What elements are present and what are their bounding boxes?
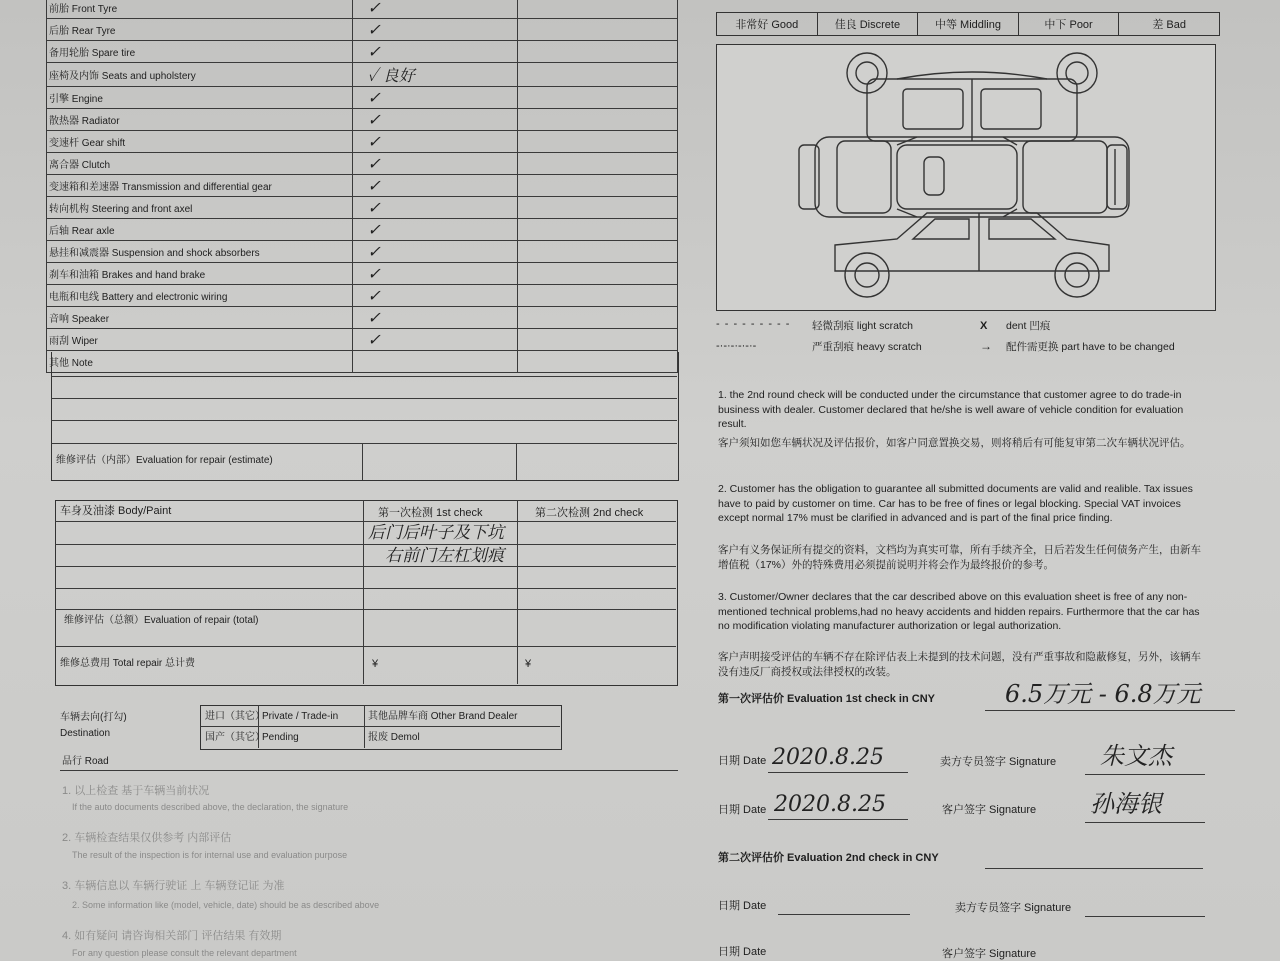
first-check-cell[interactable]: ✓ [353, 263, 518, 285]
heavy-scratch-line-icon: -·-·-·-·-·- [716, 340, 757, 352]
date2-value[interactable]: 2020.8.25 [774, 792, 886, 817]
destination-label-en: Destination [60, 728, 111, 739]
second-check-header: 第二次检测 2nd check [535, 507, 644, 519]
first-check-cell[interactable]: ✓ [353, 329, 518, 351]
repair-total-eval-label: 维修评估（总额）Evaluation of repair (total) [64, 615, 259, 626]
inspection-row [47, 87, 678, 109]
inspection-item-label: 散热器 Radiator [47, 109, 353, 131]
first-check-cell[interactable]: ✓ [353, 153, 518, 175]
sig-customer-value[interactable]: 孙海银 [1090, 790, 1162, 818]
inspection-item-label: 雨刮 Wiper [47, 329, 353, 351]
inspection-item-label: 座椅及内饰 Seats and upholstery [47, 63, 353, 87]
dent-mark-icon: X [980, 320, 988, 332]
car-outline-icon [717, 45, 1215, 310]
term-1: 1. the 2nd round check will be conducted under the circumstance that customer agree to do trade-in business with dealer. Customer declared that he/she is well aware of vehicle condition for evaluation result. [718, 389, 1184, 430]
inspection-row [47, 197, 678, 219]
second-check-cell[interactable] [517, 175, 677, 197]
second-check-cell[interactable] [517, 241, 677, 263]
dest-domestic: 国产（其它） [205, 732, 265, 743]
grade-bad[interactable]: 差 Bad [1152, 19, 1186, 31]
first-check-cell[interactable]: ✓ [353, 219, 518, 241]
date4-label: 日期 Date [718, 946, 767, 958]
eval2-label: 第二次评估价 Evaluation 2nd check in CNY [718, 852, 939, 864]
total-repair-value-1: ¥ [372, 658, 379, 670]
inspection-row [47, 307, 678, 329]
date3-field[interactable] [778, 914, 910, 915]
first-check-cell[interactable]: ✓ [353, 307, 518, 329]
inspection-row [47, 153, 678, 175]
term-1-cn: 客户须知如您车辆状况及评估报价，如客户同意置换交易，则将稍后有可能复审第二次车辆状况评估。 [718, 437, 1191, 449]
inspection-item-label: 变速箱和差速器 Transmission and differential gear [47, 175, 353, 197]
inspection-row [47, 63, 678, 87]
first-check-cell[interactable]: ✓ [353, 109, 518, 131]
inspection-row [47, 109, 678, 131]
first-check-cell[interactable]: ✓ 良好 [353, 63, 518, 87]
inspection-item-label: 后胎 Rear Tyre [47, 19, 353, 41]
inspection-item-label: 后轴 Rear axle [47, 219, 353, 241]
eval1-label: 第一次评估价 Evaluation 1st check in CNY [718, 693, 935, 705]
sig-customer2-label: 客户签字 Signature [942, 948, 1037, 960]
inspection-row [47, 19, 678, 41]
second-check-cell[interactable] [517, 197, 677, 219]
dest-import: 进口（其它） [205, 711, 265, 722]
first-check-cell[interactable]: ✓ [353, 241, 518, 263]
inspection-item-label: 其他 Note [47, 351, 353, 373]
term-2-cn: 客户有义务保证所有提交的资料，文档均为真实可靠，所有手续齐全，日后若发生任何债务产生，由新车增值税（17%）外的特殊费用必须提前说明并将会作为最终报价的参考。 [718, 544, 1201, 571]
total-repair-label: 维修总费用 Total repair 总计费 [60, 658, 196, 669]
grade-poor[interactable]: 中下 Poor [1019, 13, 1120, 35]
inspection-row [47, 41, 678, 63]
eval2-field[interactable] [985, 868, 1203, 869]
date1-value[interactable]: 2020.8.25 [772, 745, 884, 770]
destination-label-cn: 车辆去向(打勾) [60, 712, 127, 723]
inspection-row [47, 175, 678, 197]
inspection-item-label: 悬挂和减震器 Suspension and shock absorbers [47, 241, 353, 263]
inspection-item-label: 变速杆 Gear shift [47, 131, 353, 153]
road-label: 品行 Road [62, 756, 109, 767]
car-damage-diagram [716, 44, 1216, 311]
body-note-line2: 右前门左杠划痕 [385, 546, 504, 566]
term-3-cn: 客户声明接受评估的车辆不存在除评估表上未提到的技术问题，没有严重事故和隐蔽修复，另外，该辆车没有违反厂商授权或法律授权的改装。 [718, 651, 1201, 678]
dest-other-brand: 其他品牌车商 Other Brand Dealer [368, 711, 518, 722]
repair-eval-label: 维修评估（内部）Evaluation for repair (estimate) [56, 455, 273, 466]
first-check-cell[interactable]: ✓ [353, 87, 518, 109]
inspection-table [46, 0, 678, 373]
first-check-cell[interactable]: ✓ [353, 175, 518, 197]
body-paint-header: 车身及油漆 Body/Paint [60, 505, 172, 517]
inspection-item-label: 离合器 Clutch [47, 153, 353, 175]
second-check-cell[interactable] [517, 63, 677, 87]
second-check-cell[interactable] [517, 0, 677, 19]
sig-dealer-value[interactable]: 朱文杰 [1100, 742, 1172, 770]
first-check-cell[interactable]: ✓ [353, 19, 518, 41]
legend-light-scratch: 轻微刮痕 light scratch [812, 320, 913, 332]
eval1-value[interactable]: 6.5万元 - 6.8万元 [1005, 680, 1201, 708]
inspection-item-label: 备用轮胎 Spare tire [47, 41, 353, 63]
second-check-cell[interactable] [517, 131, 677, 153]
second-check-cell[interactable] [517, 307, 677, 329]
grade-good[interactable]: 非常好 Good [717, 13, 818, 35]
dest-pending: Pending [262, 732, 299, 743]
condition-grade-row [716, 12, 1220, 36]
legend-part-change: 配件需更换 part have to be changed [1006, 341, 1175, 353]
total-repair-value-2: ¥ [525, 658, 532, 670]
inspection-item-label: 前胎 Front Tyre [47, 0, 353, 19]
inspection-item-label: 引擎 Engine [47, 87, 353, 109]
second-check-cell[interactable] [517, 285, 677, 307]
second-check-cell[interactable] [517, 219, 677, 241]
body-note-line1: 后门后叶子及下坑 [368, 523, 504, 543]
sig-dealer-label: 卖方专员签字 Signature [940, 756, 1057, 768]
inspection-row [47, 263, 678, 285]
light-scratch-line-icon: - - - - - - - - - [716, 318, 791, 330]
inspection-row [47, 329, 678, 351]
arrow-right-icon: → [980, 339, 992, 353]
second-check-cell[interactable] [517, 19, 677, 41]
legend-dent: dent 凹痕 [1006, 320, 1051, 332]
inspection-item-label: 刹车和油箱 Brakes and hand brake [47, 263, 353, 285]
inspection-row [47, 219, 678, 241]
first-check-header: 第一次检测 1st check [378, 507, 483, 519]
sig-dealer2-field[interactable] [1085, 916, 1205, 917]
second-check-cell[interactable] [517, 109, 677, 131]
inspection-row [47, 285, 678, 307]
inspection-item-label: 转向机构 Steering and front axel [47, 197, 353, 219]
first-check-cell[interactable]: ✓ [353, 131, 518, 153]
second-check-cell[interactable] [517, 41, 677, 63]
second-check-cell[interactable] [517, 329, 677, 351]
dest-private: Private / Trade-in [262, 711, 339, 722]
second-check-cell[interactable] [517, 263, 677, 285]
grade-middling[interactable]: 中等 Middling [918, 13, 1019, 35]
first-check-cell[interactable]: ✓ [353, 0, 518, 19]
inspection-sheet: 前胎 Front Tyre ✓ 后胎 Rear Tyre ✓ 备用轮胎 Spare tire ✓ 座椅及内饰 Seats and upholstery ✓ 良好 引擎 Engine ✓ 散热器 Radiator ✓ 变速杆 Gear shift ✓ 离合器 Clutch ✓ 变速箱和差速器 Transmission and differential gear ✓ 转向机构 Steering and front axel ✓ 后轴 Rear axle ✓ 悬挂和减震器 Suspension and shock absorbers ✓ 刹车和油箱 Brakes and hand brake ✓ 电瓶和电线 Battery and electronic wiring ✓ 音响 Speaker ✓ 雨刮 Wiper ✓ 其他 Note 维修评估（内部）Evaluation for repair (estimate) 车身及油漆 Body/Paint 第一次检测 1st check 第二次检测 2nd check 后门后叶子及下坑 右前门左杠划痕 维修评估（总额）Evaluation of repair (total) 维修总费用 Total repair 总计费 ¥ ¥ 车辆去向(打勾) Destination 进口（其它） Private / Trade-in 其他品牌车商 Other Brand Dealer 国产（其它） Pending 报废 Demol 品行 Road 1. 以上检查 基于车辆当前状况 If the auto documents described above, the declaration, the signature 2. 车辆检查结果仅供参考 内部评估 The result of the inspection is for internal use and evaluation purpose 3. 车辆信息以 车辆行驶证 上 车辆登记证 为准 2. Some information like (model, vehicle, date) should be as described above 4. 如有疑问 请咨询相关部门 评估结果 有效期 For any question please consult the relevant department 非常好 Good 佳良 Discrete 中等 Middling 中下 Poor 差 Bad - - - - - - - - - 轻微刮痕 light scratch X dent 凹痕 -·-·-·-·-·- 严重刮痕 heavy scratch → 配件需更换 part have to be changed 1. the 2nd round check will be conducted under the circumstance that customer agree to do trade-in business with dealer. Customer declared that he/she is well aware of vehicle condition for evaluation result. 客户须知如您车辆状况及评估报价，如客户同意置换交易，则将稍后有可能复审第二次车辆状况评估。 2. Customer has the obligation to guarantee all submitted documents are valid and realible. Tax issues have to paid by customer on time. Car has to be free of fines or legal blocking. Special VAT invoices except normal 17% must be clarified in advanced and is part of the final price finding. 客户有义务保证所有提交的资料，文档均为真实可靠，所有手续齐全，日后若发生任何债务产生，由新车增值税（17%）外的特殊费用必须提前说明并将会作为最终报价的参考。 3. Customer/Owner declares that the car described above on this evaluation sheet is free of any non-mentioned technical problems,had no heavy accidents and hidden repairs. Furthermore that the car has no modification violating manufacturer authorization or legal authorization. 客户声明接受评估的车辆不存在除评估表上未提到的技术问题，没有严重事故和隐蔽修复，另外，该辆车没有违反厂商授权或法律授权的改装。 第一次评估价 Evaluation 1st check in CNY 6.5万元 - 6.8万元 日期 Date 2020.8.25 卖方专员签字 Signature 朱文杰 日期 Date 2020.8.25 客户签字 Signature 孙海银 第二次评估价 Evaluation 2nd check in CNY 日期 Date 卖方专员签字 Signature 日期 Date 客户签字 Signature [0, 0, 1280, 960]
grade-discrete[interactable]: 佳良 Discrete [818, 13, 919, 35]
inspection-row [47, 131, 678, 153]
inspection-row [47, 241, 678, 263]
sig-customer-label: 客户签字 Signature [942, 804, 1037, 816]
date3-label: 日期 Date [718, 900, 767, 912]
second-check-cell[interactable] [517, 153, 677, 175]
inspection-row [47, 0, 678, 19]
date1-label: 日期 Date [718, 755, 767, 767]
term-2: 2. Customer has the obligation to guarantee all submitted documents are valid and realible. Tax issues have to paid by customer on time. Car has to be free of fines or legal blocking. Special VAT invoices except normal 17% must be clarified in advanced and is part of the final price finding. [718, 483, 1193, 524]
inspection-item-label: 音响 Speaker [47, 307, 353, 329]
sig-dealer2-label: 卖方专员签字 Signature [955, 902, 1072, 914]
first-check-cell[interactable]: ✓ [353, 41, 518, 63]
second-check-cell[interactable] [517, 87, 677, 109]
date2-label: 日期 Date [718, 804, 767, 816]
term-3: 3. Customer/Owner declares that the car described above on this evaluation sheet is free of any non-mentioned technical problems,had no heavy accidents and hidden repairs. Furthermore that the car has no modification violating manufacturer authorization or legal authorization. [718, 591, 1200, 632]
first-check-cell[interactable]: ✓ [353, 197, 518, 219]
legend-heavy-scratch: 严重刮痕 heavy scratch [812, 341, 922, 353]
first-check-cell[interactable]: ✓ [353, 285, 518, 307]
inspection-item-label: 电瓶和电线 Battery and electronic wiring [47, 285, 353, 307]
dest-demol: 报废 Demol [368, 732, 420, 743]
